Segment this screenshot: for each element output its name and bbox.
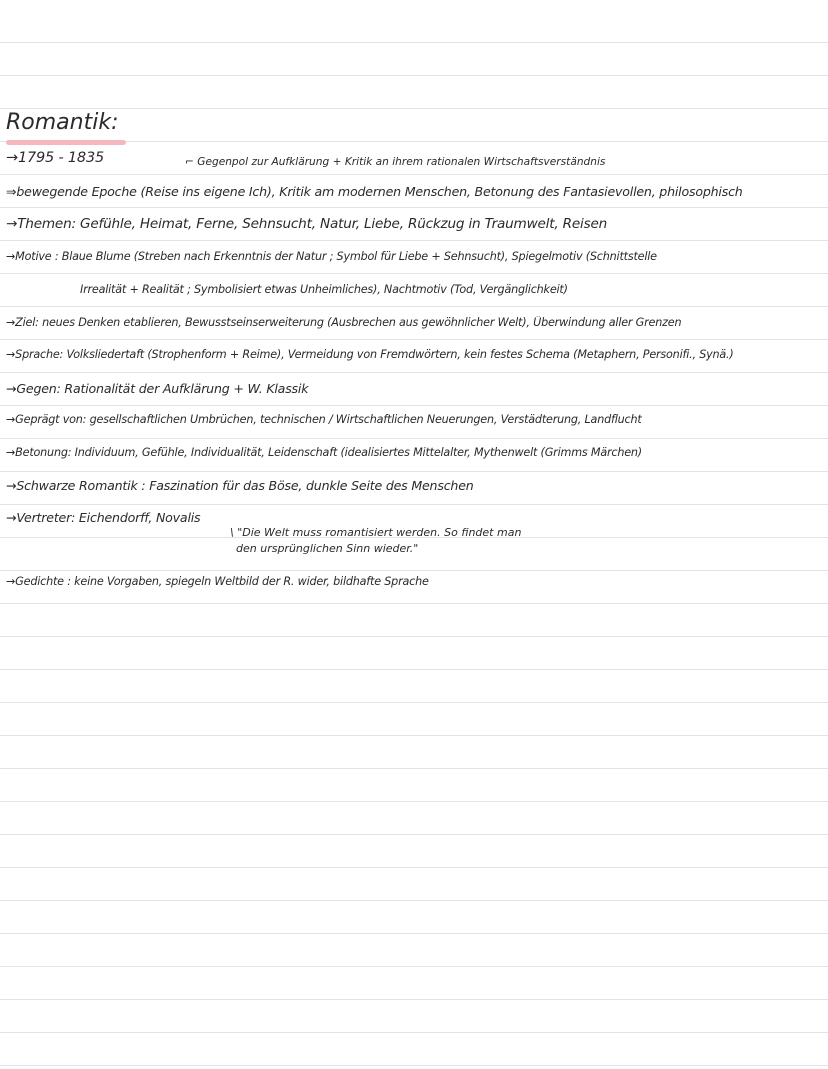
- note-line-motive: →Motive : Blaue Blume (Streben nach Erkenntnis der Natur ; Symbol für Liebe + Sehnsucht), Spiegelmotiv (Schnittstelle: [6, 250, 657, 263]
- note-line-themen: →Themen: Gefühle, Heimat, Ferne, Sehnsucht, Natur, Liebe, Rückzug in Traumwelt, Reisen: [6, 216, 608, 232]
- note-line-schwarze-romantik: →Schwarze Romantik : Faszination für das Böse, dunkle Seite des Menschen: [6, 478, 474, 493]
- quote-line-1: \ "Die Welt muss romantisiert werden. So findet man: [230, 526, 522, 539]
- note-line-gepraegt: →Geprägt von: gesellschaftlichen Umbrüchen, technischen / Wirtschaftlichen Neuerungen, Verstädterung, Landflucht: [6, 413, 642, 426]
- title-highlight-underline: [6, 140, 126, 145]
- quote-line-2: den ursprünglichen Sinn wieder.": [236, 542, 419, 555]
- note-line-betonung: →Betonung: Individuum, Gefühle, Individualität, Leidenschaft (idealisiertes Mittelalter, Mythenwelt (Grimms Märchen): [6, 446, 642, 459]
- note-line-sprache: →Sprache: Volksliedertaft (Strophenform + Reime), Vermeidung von Fremdwörtern, kein festes Schema (Metaphern, Personifi., Synä.): [6, 348, 734, 361]
- note-line-vertreter: →Vertreter: Eichendorff, Novalis: [6, 510, 201, 525]
- note-line-motive-cont: Irrealität + Realität ; Symbolisiert etwas Unheimliches), Nachtmotiv (Tod, Vergänglichkeit): [80, 283, 568, 296]
- note-line-gedichte: →Gedichte : keine Vorgaben, spiegeln Weltbild der R. wider, bildhafte Sprache: [6, 575, 429, 588]
- epoch-dates: →1795 - 1835: [6, 150, 105, 166]
- page-title: Romantik:: [6, 110, 119, 135]
- note-line-epoche: ⇒bewegende Epoche (Reise ins eigene Ich), Kritik am modernen Menschen, Betonung des Fantasievollen, philosophisch: [6, 184, 743, 199]
- note-line-gegen: →Gegen: Rationalität der Aufklärung + W. Klassik: [6, 381, 309, 396]
- note-line-ziel: →Ziel: neues Denken etablieren, Bewusstseinserweiterung (Ausbrechen aus gewöhnlicher Welt), Überwindung aller Grenzen: [6, 316, 682, 329]
- gegenpol-note: ⌐ Gegenpol zur Aufklärung + Kritik an ihrem rationalen Wirtschaftsverständnis: [185, 156, 606, 168]
